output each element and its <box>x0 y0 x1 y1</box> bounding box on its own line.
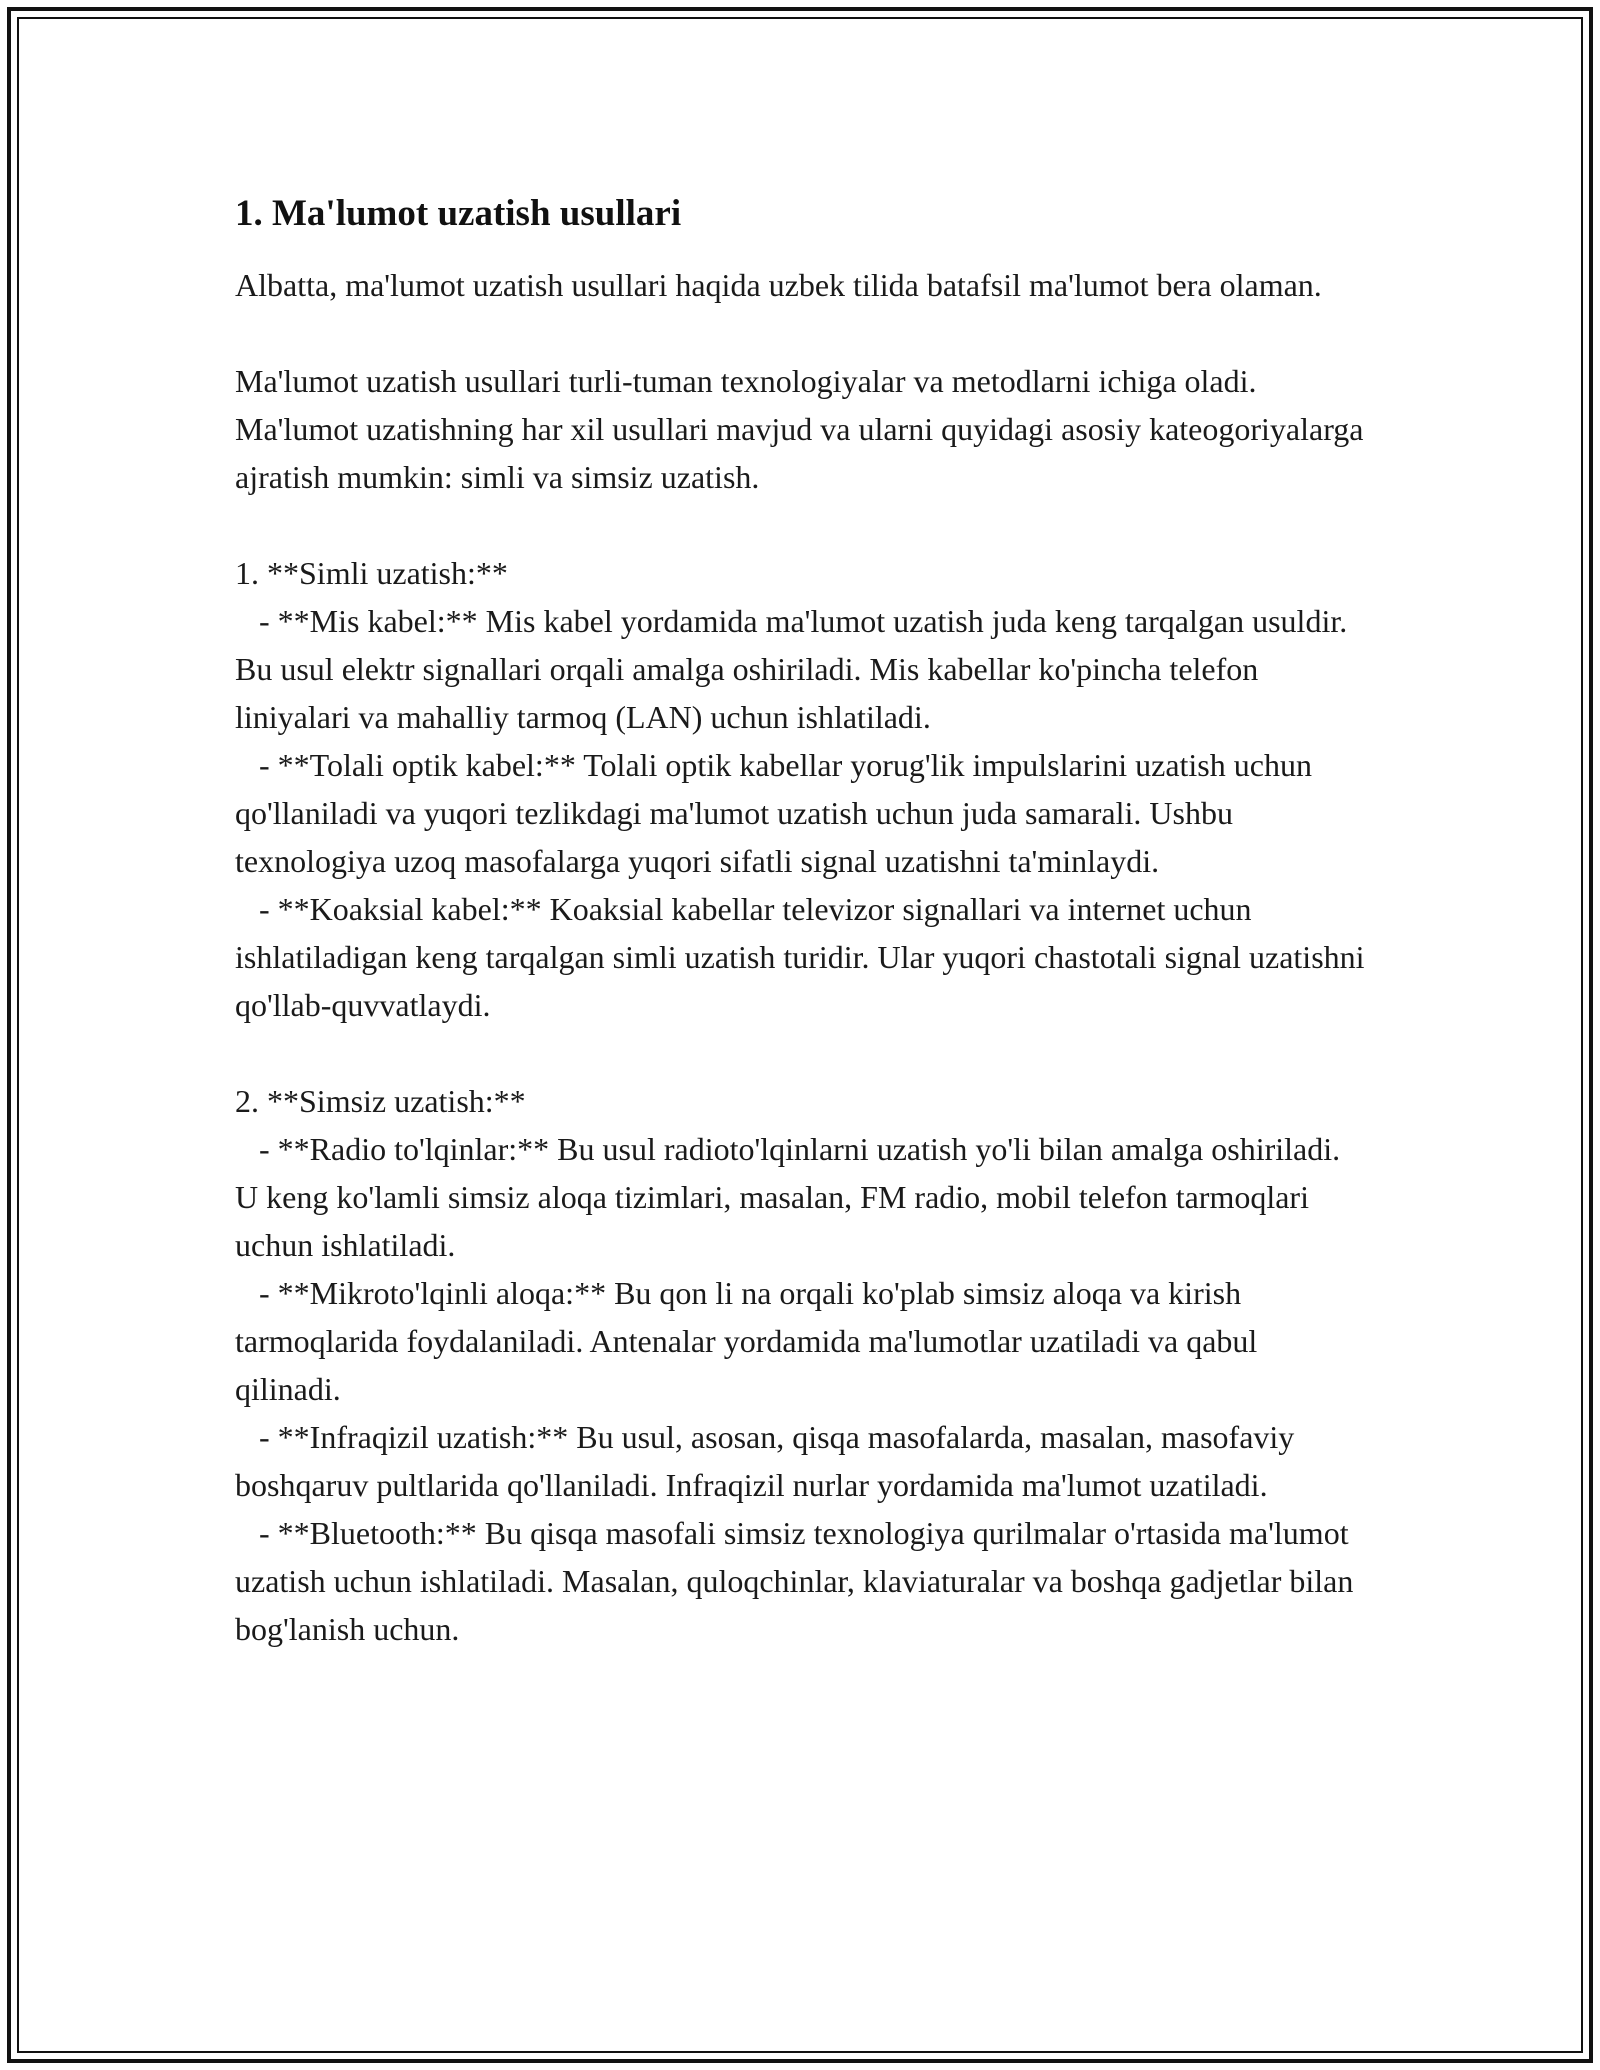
list-item: - **Mis kabel:** Mis kabel yordamida ma'lumot uzatish juda keng tarqalgan usuldir. Bu usul elektr signallari orqali amalga oshiriladi. Mis kabellar ko'pincha telefon liniyalari va mahalliy tarmoq (LAN) uchun ishlatiladi. <box>235 603 1356 735</box>
document-body <box>235 185 1373 1653</box>
list-item: - **Infraqizil uzatish:** Bu usul, asosan, qisqa masofalarda, masalan, masofaviy boshqaruv pultlarida qo'llaniladi. Infraqizil nurlar yordamida ma'lumot uzatiladi. <box>235 1419 1303 1503</box>
section-wired <box>235 549 1373 1029</box>
section-heading: 2. **Simsiz uzatish:** <box>235 1083 526 1119</box>
intro-paragraph: Albatta, ma'lumot uzatish usullari haqida uzbek tilida batafsil ma'lumot bera olaman. <box>235 267 1322 303</box>
document-title: 1. Ma'lumot uzatish usullari <box>235 193 682 234</box>
list-item: - **Radio to'lqinlar:** Bu usul radioto'lqinlarni uzatish yo'li bilan amalga oshiriladi. U keng ko'lamli simsiz aloqa tizimlari, masalan, FM radio, mobil telefon tarmoqlari uchun ishlatiladi. <box>235 1131 1349 1263</box>
list-item: - **Mikroto'lqinli aloqa:** Bu qon li na orqali ko'plab simsiz aloqa va kirish tarmoqlarida foydalaniladi. Antenalar yordamida ma'lumotlar uzatiladi va qabul qilinadi. <box>235 1275 1266 1407</box>
section-heading: 1. **Simli uzatish:** <box>235 555 508 591</box>
list-item: - **Tolali optik kabel:** Tolali optik kabellar yorug'lik impulslarini uzatish uchun qo'llaniladi va yuqori tezlikdagi ma'lumot uzatish uchun juda samarali. Ushbu texnologiya uzoq masofalarga yuqori sifatli signal uzatishni ta'minlaydi. <box>235 747 1320 879</box>
overview-paragraph: Ma'lumot uzatish usullari turli-tuman texnologiyalar va metodlarni ichiga oladi. Ma'lumot uzatishning har xil usullari mavjud va ularni quyidagi asosiy kateogoriyalarga ajratish mumkin: simli va simsiz uzatish. <box>235 363 1364 495</box>
list-item: - **Bluetooth:** Bu qisqa masofali simsiz texnologiya qurilmalar o'rtasida ma'lumot uzatish uchun ishlatiladi. Masalan, quloqchinlar, klaviaturalar va boshqa gadjetlar bilan bog'lanish uchun. <box>235 1515 1362 1647</box>
section-wireless <box>235 1077 1370 1653</box>
list-item: - **Koaksial kabel:** Koaksial kabellar televizor signallari va internet uchun ishlatiladigan keng tarqalgan simli uzatish turidir. Ular yuqori chastotali signal uzatishni qo'llab-quvvatlaydi. <box>235 891 1373 1023</box>
